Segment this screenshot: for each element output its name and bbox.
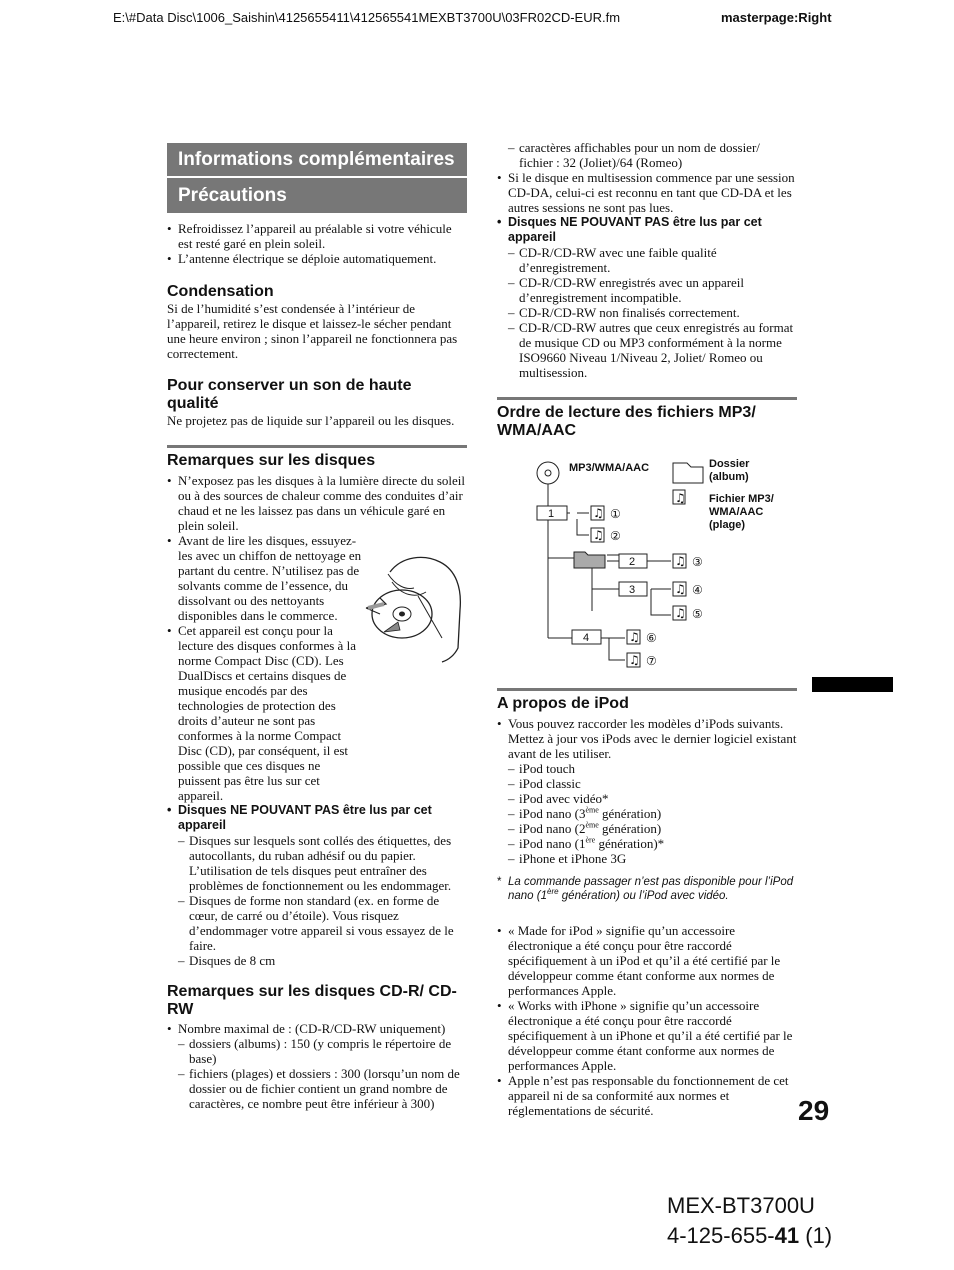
cannot-dash: – CD-R/CD-RW enregistrés avec un appareil d’enregistrement incompatible. [508,275,797,305]
track-row [627,653,657,668]
disc-cleaning-illustration [362,552,466,668]
ipod-models-intro: Vous pouvez raccorder les modèles d’iPods suivants. [508,716,784,731]
track-number: ③ [692,555,703,569]
diagram-file-legend: Fichier MP3/ WMA/AAC (plage) [709,493,774,531]
ipod-section [497,688,797,1118]
charset-dash: – caractères affichables pour un nom de dossier/ fichier : 32 (Joliet)/64 (Romeo) [508,140,797,170]
section-tab-marker [812,677,893,692]
apple-responsibility-bullet: • Apple n’est pas responsable du fonctionnement de cet appareil ni de sa conformité aux normes et réglementations de sécurité. [497,1073,797,1118]
ipod-bullet [497,716,797,866]
track-number: ⑤ [692,607,703,621]
track-row [627,630,657,645]
ipod-model: – iPhone et iPhone 3G [508,851,797,866]
cannot-dash: – CD-R/CD-RW non finalisés correctement. [508,305,797,320]
section-band-subtitle: Précautions [167,178,467,213]
discs-dash: – Disques sur lesquels sont collés des étiquettes, des autocollants, du ruban adhésif ou du papier. L’utilisation de tels disques peut entraîner des problèmes de fonctionnement ou les endommager. [178,833,467,893]
track-row [673,554,703,569]
track-row [673,606,703,621]
discs-heading: Remarques sur les disques [167,445,467,470]
play-order-diagram [497,455,797,675]
diagram-root-label: MP3/WMA/AAC [569,462,650,474]
track-number: ⑥ [646,631,657,645]
works-with-iphone-bullet: • « Works with iPhone » signifie qu’un accessoire électronique a été conçu pour être raccordé spécifiquement à un iPhone et qu’il a été certifié par le développeur comme étant conforme aux normes de performances Apple. [497,998,797,1073]
track-row [591,528,621,543]
page-number: 29 [798,1095,830,1126]
made-for-ipod-bullet: • « Made for iPod » signifie qu’un accessoire électronique a été conçu pour être raccordé spécifiquement à un iPod et qu’il a été certifié par le développeur comme étant conforme aux normes de performances Apple. [497,923,797,998]
ipod-model: – iPod classic [508,776,797,791]
ipod-model: – iPod touch [508,761,797,776]
right-column [497,140,797,440]
play-order-heading: Ordre de lecture des fichiers MP3/ WMA/AAC [497,397,797,440]
track-row [673,582,703,597]
ipod-heading: A propos de iPod [497,688,797,713]
ipod-footnote: * La commande passager n’est pas disponible pour l’iPod nano (1ère génération) ou l’iPod avec vidéo. [497,876,794,902]
ipod-model: – iPod nano (1ère génération)* [508,836,797,851]
folder-2-label: 2 [629,556,636,568]
discs-bullet: • N’exposez pas les disques à la lumière directe du soleil ou à des sources de chaleur comme des conduites d’air chaud et ne les laissez pas dans un véhicule garé en plein soleil. [167,473,467,533]
quality-heading: Pour conserver un son de haute qualité [167,377,412,412]
track-number: ⑦ [646,654,657,668]
discs-dash: – Disques de forme non standard (ex. en forme de cœur, de carré ou d’étoile). Vous risquez d’endommager votre appareil si vous essayez de le faire. [178,893,467,953]
ipod-model: – iPod avec vidéo* [508,791,797,806]
ipod-update-note: Mettez à jour vos iPods avec le dernier logiciel existant avant de les utiliser. [508,731,797,761]
cdr-heading: Remarques sur les disques CD-R/ CD-RW [167,983,457,1018]
multisession-bullet: • Si le disque en multisession commence par une session CD-DA, celui-ci est reconnu en tant que CD-DA et les autres sessions ne sont pas lues. [497,170,797,215]
condensation-text: Si de l’humidité s’est condensée à l’intérieur de l’appareil, retirez le disque et laissez-le sécher pendant une heure environ ; sinon l’appareil ne fonctionnera pas correctement. [167,301,458,361]
folder-4-label: 4 [583,632,590,644]
masterpage-label: masterpage:Right [721,10,832,25]
discs-bullet-bold: • Disques NE POUVANT PAS être lus par cet appareil [167,803,467,833]
music-note-icon: ♫ [675,606,686,620]
track-row [591,506,621,521]
track-number: ② [610,529,621,543]
cdr-bullet: • Nombre maximal de : (CD-R/CD-RW uniquement) [167,1021,467,1036]
cdr-dash: – fichiers (plages) et dossiers : 300 (lorsqu’un nom de dossier ou de fichier contient un grand nombre de caractères, ce nombre peut être inférieur à 300) [178,1066,467,1111]
cannot-play-bullet: • Disques NE POUVANT PAS être lus par cet appareil [497,215,797,245]
discs-bullet: • Avant de lire les disques, essuyez-les avec un chiffon de nettoyage en partant du centre. N’utilisez pas de solvants comme de l’essence, du dissolvant ou des nettoyants disponibles dans le commerce. [167,533,467,623]
music-note-icon: ♫ [629,653,640,667]
quality-text: Ne projetez pas de liquide sur l’appareil ou les disques. [167,413,455,428]
diagram-folder-legend: Dossier (album) [709,458,750,483]
folder-1-label: 1 [548,508,555,520]
cannot-dash: – CD-R/CD-RW avec une faible qualité d’enregistrement. [508,245,797,275]
music-note-icon: ♫ [675,582,686,596]
track-number: ④ [692,583,703,597]
model-number: MEX-BT3700U [667,1193,815,1218]
folder-3-label: 3 [629,584,636,596]
intro-bullet: • Refroidissez l’appareil au préalable si votre véhicule est resté garé en plein soleil. [167,221,467,251]
part-number: 4-125-655-41 (1) [667,1223,833,1248]
file-path: E:\#Data Disc\1006_Saishin\4125655411\412565541MEXBT3700U\03FR02CD-EUR.fm [113,10,621,25]
music-note-icon: ♫ [675,554,686,568]
music-note-icon: ♫ [593,528,604,542]
section-band-title: Informations complémentaires [167,143,467,176]
ipod-model: – iPod nano (2ème génération) [508,821,797,836]
cdr-dash: – dossiers (albums) : 150 (y compris le répertoire de base) [178,1036,467,1066]
cannot-dash: – CD-R/CD-RW autres que ceux enregistrés au format de musique CD ou MP3 conformément à la norme ISO9660 Niveau 1/Niveau 2, Joliet/ Romeo ou multisession. [508,320,797,380]
discs-dash: – Disques de 8 cm [178,953,467,968]
condensation-heading: Condensation [167,283,274,300]
music-note-icon: ♫ [675,491,686,505]
music-note-icon: ♫ [629,630,640,644]
intro-bullet: • L’antenne électrique se déploie automatiquement. [167,251,467,266]
footnote-star: * [497,876,502,888]
music-note-icon: ♫ [593,506,604,520]
ipod-model: – iPod nano (3ème génération) [508,806,797,821]
track-number: ① [610,507,621,521]
discs-b3-text: • Cet appareil est conçu pour la lecture des disques conformes à la norme Compact Disc (CD). Les DualDiscs et certains disques de musique encodés par des technologies de protection des droits d’auteur ne sont pas conformes à la norme Compact Disc (CD), par conséquent, il est possible que ces disques ne puissent pas être lus sur cet appareil. [178,623,356,803]
